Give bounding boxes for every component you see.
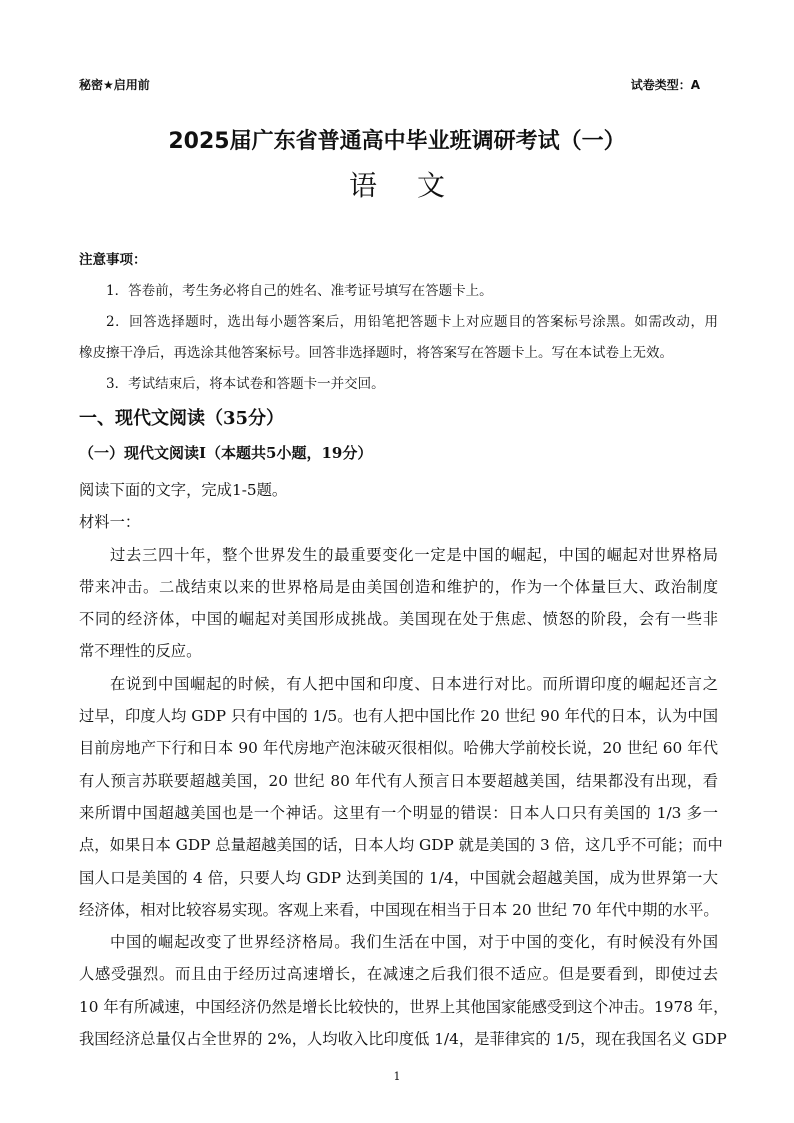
paragraph-line: 经济体，相对比较容易实现。客观上来看，中国现在相当于日本 20 世纪 70 年代中期的水平。 bbox=[79, 900, 719, 919]
paragraph-line: 中国的崛起改变了世界经济格局。我们生活在中国，对于中国的变化，有时候没有外国 bbox=[110, 933, 718, 952]
paragraph-line: 点，如果日本 GDP 总量超越美国的话，日本人均 GDP 就是美国的 3 倍，这几乎不可能；而中 bbox=[79, 836, 723, 855]
paper-type-label: 试卷类型：A bbox=[630, 78, 700, 92]
paragraph-line: 人感受强烈。而且由于经历过高速增长，在减速之后我们很不适应。但是要看到，即使过去 bbox=[79, 965, 718, 984]
material-label: 材料一： bbox=[79, 513, 141, 532]
note-item: 3．考试结束后，将本试卷和答题卡一并交回。 bbox=[106, 376, 385, 392]
reading-passage bbox=[79, 474, 729, 1055]
note-item: 2．回答选择题时，选出每小题答案后，用铅笔把答题卡上对应题目的答案标号涂黑。如需改动，用 bbox=[106, 314, 718, 330]
confidential-label: 秘密★启用前 bbox=[79, 78, 150, 92]
instruction: 阅读下面的文字，完成1-5题。 bbox=[79, 481, 288, 499]
paragraph-line: 过早，印度人均 GDP 只有中国的 1/5。也有人把中国比作 20 世纪 90 年代的日本，认为中国 bbox=[79, 707, 718, 726]
paragraph-line: 常不理性的反应。 bbox=[79, 642, 202, 661]
note-item: 橡皮擦干净后，再选涂其他答案标号。回答非选择题时，将答案写在答题卡上。写在本试卷上无效。 bbox=[79, 345, 673, 361]
exam-title: 2025届广东省普通高中毕业班调研考试（一） bbox=[168, 129, 626, 154]
paragraph-line: 国人口是美国的 4 倍，只要人均 GDP 达到美国的 1/4，中国就会超越美国，成为世界第一大 bbox=[79, 868, 718, 887]
paragraph-line: 目前房地产下行和日本 90 年代房地产泡沫破灭很相似。哈佛大学前校长说，20 世纪 60 年代 bbox=[79, 739, 718, 758]
notes-title: 注意事项： bbox=[79, 252, 147, 268]
paragraph-line: 带来冲击。二战结束以来的世界格局是由美国创造和维护的，作为一个体量巨大、政治制度 bbox=[79, 577, 718, 596]
subject-title: 语文 bbox=[348, 169, 485, 202]
page-number: 1 bbox=[393, 1070, 401, 1083]
paragraph-line: 不同的经济体，中国的崛起对美国形成挑战。美国现在处于焦虑、愤怒的阶段，会有一些非 bbox=[79, 610, 718, 629]
subsection-heading: （一）现代文阅读Ⅰ（本题共5小题，19分） bbox=[79, 444, 373, 462]
section-heading: 一、现代文阅读（35分） bbox=[79, 408, 285, 429]
note-item: 1．答卷前，考生务必将自己的姓名、准考证号填写在答题卡上。 bbox=[106, 283, 493, 299]
paragraph-line: 过去三四十年，整个世界发生的最重要变化一定是中国的崛起，中国的崛起对世界格局 bbox=[110, 545, 718, 564]
paragraph-line: 有人预言苏联要超越美国，20 世纪 80 年代有人预言日本要超越美国，结果都没有出现，看 bbox=[79, 771, 718, 790]
paragraph-line: 10 年有所减速，中国经济仍然是增长比较快的，世界上其他国家能感受到这个冲击。1978 年， bbox=[79, 997, 729, 1016]
paragraph-line: 在说到中国崛起的时候，有人把中国和印度、日本进行对比。而所谓印度的崛起还言之 bbox=[110, 674, 718, 693]
paragraph-line: 我国经济总量仅占全世界的 2%，人均收入比印度低 1/4，是菲律宾的 1/5，现在我国名义 GDP bbox=[79, 1030, 727, 1049]
paragraph-line: 来所谓中国超越美国也是一个神话。这里有一个明显的错误：日本人口只有美国的 1/3 多一 bbox=[79, 803, 718, 822]
